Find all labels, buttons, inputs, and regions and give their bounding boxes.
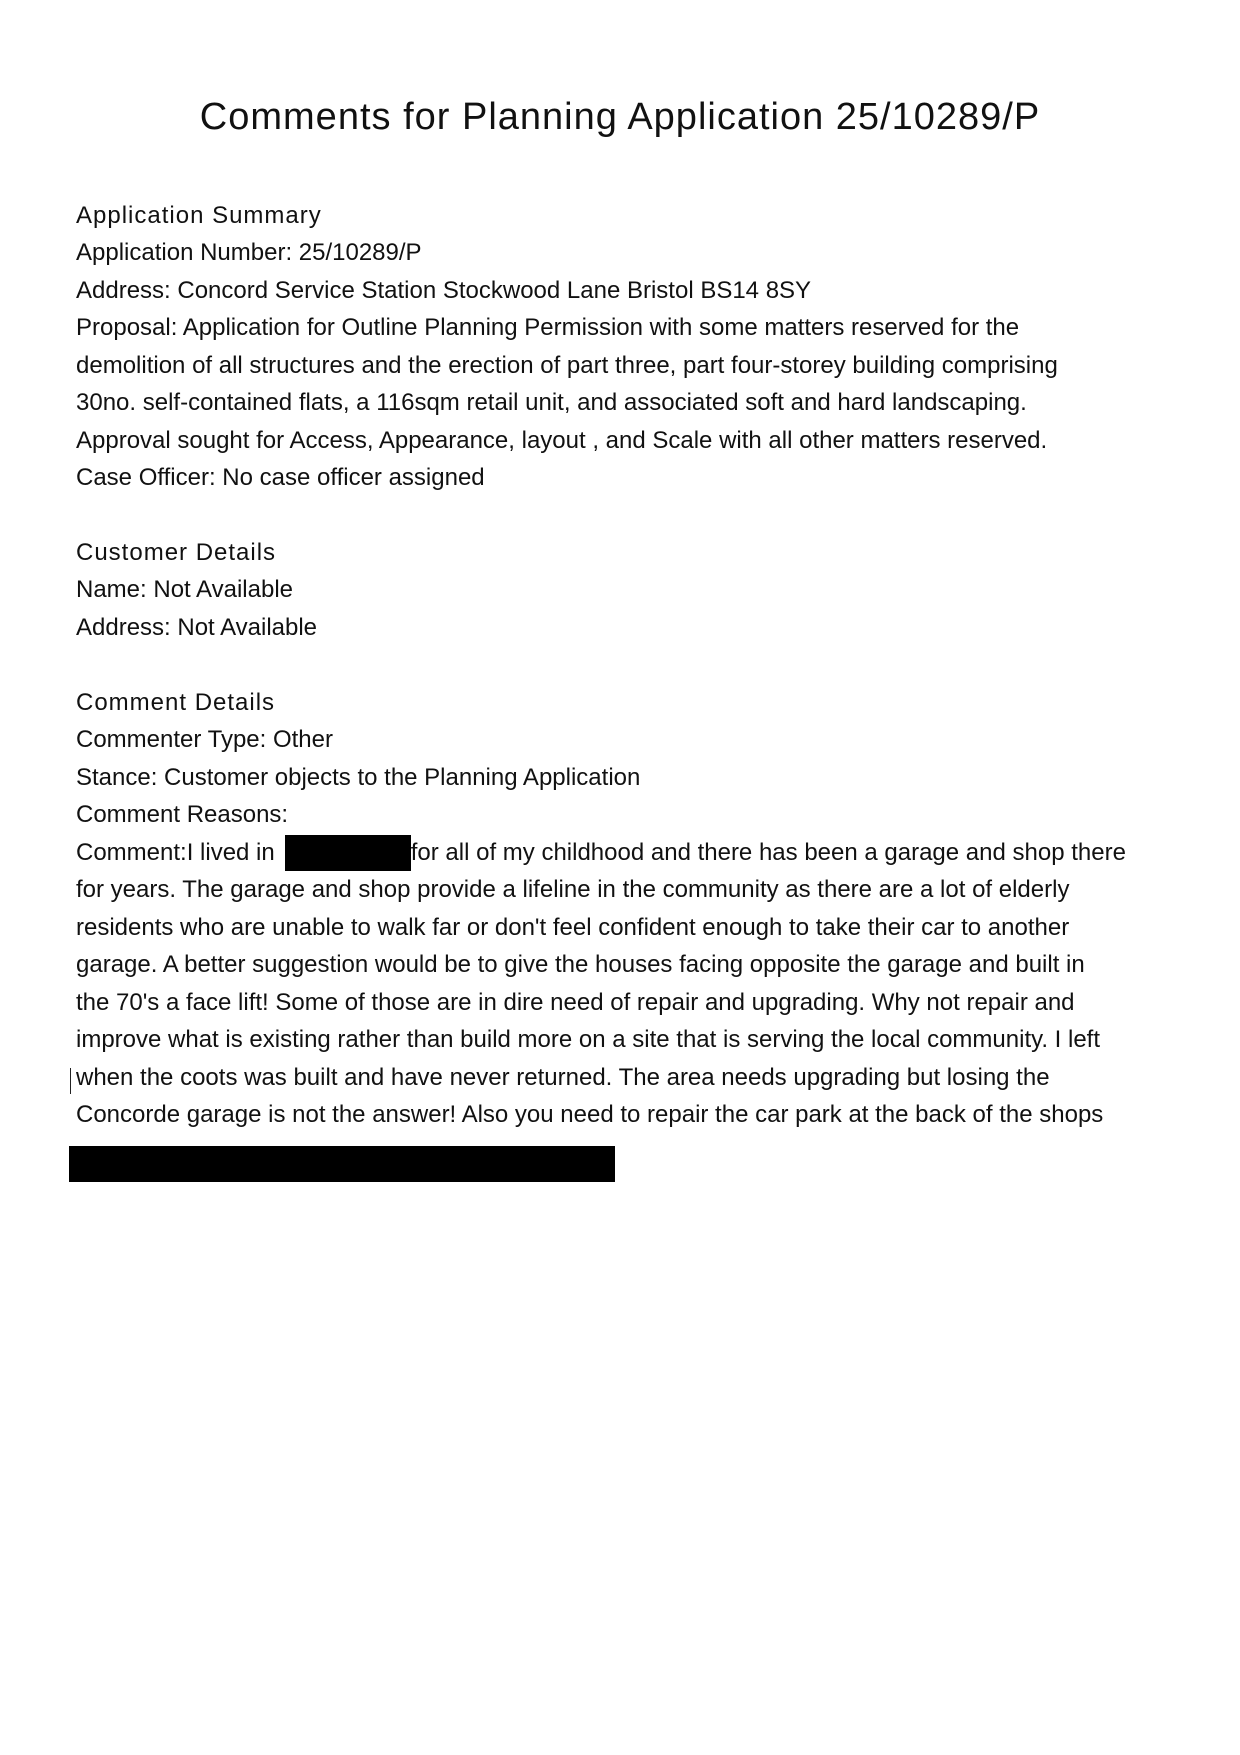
customer-details-heading: Customer Details xyxy=(76,539,277,566)
comment-line: for years. The garage and shop provide a lifeline in the community as there are a lot of elderly xyxy=(76,876,1070,903)
case-officer: Case Officer: No case officer assigned xyxy=(76,464,485,491)
application-number: Application Number: 25/10289/P xyxy=(76,239,422,266)
proposal-line: 30no. self-contained flats, a 116sqm retail unit, and associated soft and hard landscaping. xyxy=(76,389,1027,416)
comment-line: Concorde garage is not the answer! Also you need to repair the car park at the back of the shops xyxy=(76,1101,1104,1128)
comment-line: improve what is existing rather than build more on a site that is serving the local community. I left xyxy=(76,1026,1101,1053)
comment-details-heading: Comment Details xyxy=(76,689,276,716)
stance: Stance: Customer objects to the Planning Application xyxy=(76,764,641,791)
application-summary-heading: Application Summary xyxy=(76,202,322,229)
commenter-type: Commenter Type: Other xyxy=(76,726,333,753)
comment-prefix: Comment:I lived in xyxy=(76,839,275,866)
comment-suffix: for all of my childhood and there has been a garage and shop there xyxy=(410,839,1126,866)
customer-name: Name: Not Available xyxy=(76,576,294,603)
comment-line: residents who are unable to walk far or don't feel confident enough to take their car to another xyxy=(76,914,1070,941)
redaction-box xyxy=(69,1146,615,1182)
comment-line: the 70's a face lift! Some of those are in dire need of repair and upgrading. Why not repair and xyxy=(76,989,1075,1016)
page-title: Comments for Planning Application 25/10289/P xyxy=(199,96,1041,138)
comment-line: garage. A better suggestion would be to give the houses facing opposite the garage and built in xyxy=(76,951,1085,978)
redaction-box xyxy=(285,835,411,871)
comment-line: when the coots was built and have never returned. The area needs upgrading but losing the xyxy=(76,1064,1050,1091)
comment-reasons: Comment Reasons: xyxy=(76,801,289,828)
application-address: Address: Concord Service Station Stockwood Lane Bristol BS14 8SY xyxy=(76,277,812,304)
customer-address: Address: Not Available xyxy=(76,614,318,641)
text-cursor xyxy=(70,1068,71,1094)
comment-first-line xyxy=(76,835,1126,871)
proposal-line: Approval sought for Access, Appearance, layout , and Scale with all other matters reserved. xyxy=(76,427,1048,454)
proposal-line: demolition of all structures and the erection of part three, part four-storey building comprising xyxy=(76,352,1058,379)
proposal-line: Proposal: Application for Outline Planning Permission with some matters reserved for the xyxy=(76,314,1020,341)
